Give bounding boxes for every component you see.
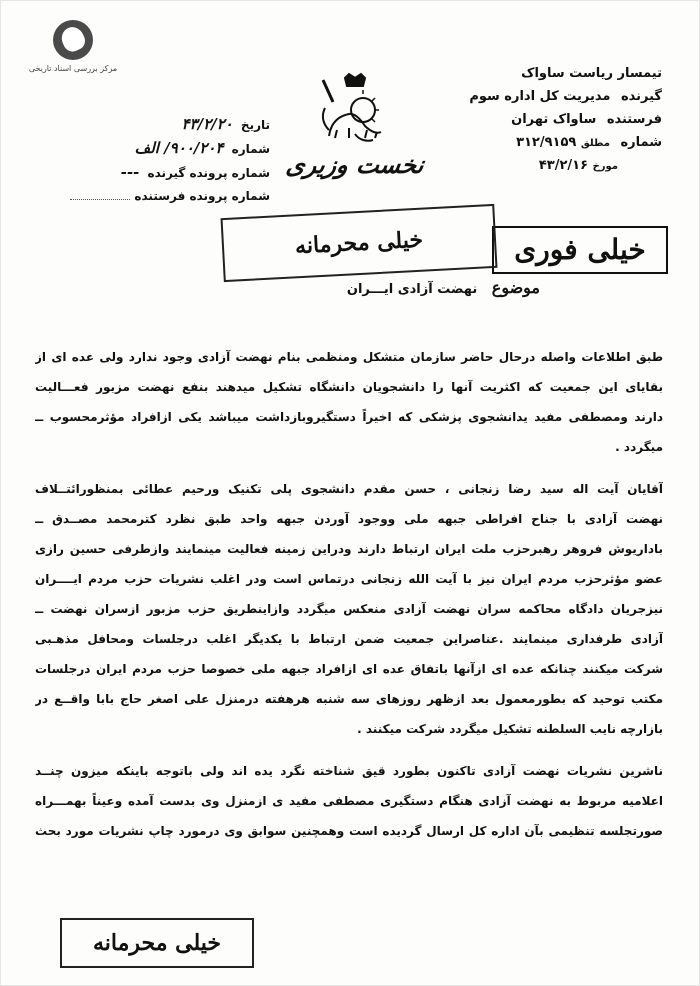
number-label: شماره: [620, 135, 662, 150]
date-sub-label: مورخ: [592, 161, 618, 172]
body-line: مکتب توحید که بطورمعمول بعد ازظهر روزهای سه شنبه هرهفته درمنزل علی اصغر حاج بابا واقــع در: [35, 692, 663, 706]
classified-stamp: خیلی محرمانه: [221, 204, 498, 282]
date-line: [442, 154, 662, 177]
subject-line: [200, 278, 540, 297]
body-line: بقایای این جمعیت که اکثریت آنها را دانشجویان دانشگاه تشکیل میدهند بنفع نهضت مزبور فعـــالیت: [35, 380, 663, 394]
sender-file-line: [120, 184, 270, 208]
watermark-text: مرکز بررسی اسناد تاریخی: [28, 64, 118, 73]
body-line: نیزجریان دادگاه محاکمه سران نهضت آزادی منعکس میگردد وازاینطریق حزب مزبور ازسران نهضت ــ: [35, 602, 663, 616]
header-left: [120, 112, 270, 208]
left-date-value: ۴۳/۲/۲۰: [181, 115, 233, 133]
recipient-line: [442, 85, 662, 108]
body-line: بازارچه نایب السلطنه تشکیل میگردد شرکت میکنند .: [357, 722, 663, 736]
body-line: دارند ومصطفی مفید یدانشجوی پزشکی که اخیراً دستگیروبازداشت میباشد یکی ازافراد مؤثرمحسوب ــ: [35, 410, 663, 424]
archive-watermark: [18, 20, 128, 73]
sender-value: ساواک تهران: [511, 112, 597, 127]
body-line: اعلامیه مربوط به نهضت آزادی هنگام دستگیری مصطفی مفید ی ازمنزل وی بدست آمده وعیناً بهمـــراه: [35, 794, 663, 808]
body-line: نهضت آزادی با جناح افراطی جبهه ملی ووجود آوردن جبهه واحد طبق نظرد کترمحمد مصــدق ــ: [35, 512, 663, 526]
recipient-label: گیرنده: [620, 89, 662, 104]
recipient-file-line: [120, 160, 270, 184]
number-value: ۳۱۲/۹۱۵۹: [516, 135, 577, 150]
body-line: طبق اطلاعات واصله درحال حاضر سازمان متشکل ومنظمی بنام نهضت آزادی وجود ندارد ولی عده ای از: [35, 350, 663, 364]
recipient-file-label: شماره پرونده گیرنده: [147, 166, 270, 180]
classified-stamp-bottom: خیلی محرمانه: [60, 918, 254, 968]
sender-label: فرستنده: [606, 112, 662, 127]
number-sub-label: مطلق: [580, 138, 610, 149]
sender-line: [442, 108, 662, 131]
body-line: میگردد .: [615, 440, 663, 454]
date-value-right: ۴۳/۲/۱۶: [538, 158, 589, 173]
subject-label: موضوع: [491, 278, 540, 297]
number-line: [442, 131, 662, 154]
body-line: آقایان آیت اله سید رضا زنجانی ، حسن مقدم دانشجوی پلی تکنیک ورحیم عطائی بمنظورائتــلاف: [35, 482, 663, 496]
body-line: آزادی طرفداری مینمایند .عناصراین جمعیت ضمن ارتباط با یکدیگر اغلب درجلسات ومحافل مذهـبی: [35, 632, 663, 646]
header-right: [442, 62, 662, 177]
body-line: شرکت میکنند چنانکه عده ای ازآنها باتفاق عده ای ازافراد جبهه ملی خصوصا حزب مردم ایران درجلسات: [35, 662, 663, 676]
sender-file-blank: [70, 199, 130, 200]
letter-body: [35, 342, 663, 846]
body-line: صورتجلسه تنظیمی بآن اداره کل ارسال گردیده است وهمچنین سوابق وی درمورد چاپ نشریات مورد بحث: [35, 824, 663, 838]
body-line: ناشرین نشریات نهضت آزادی تاکنون بطورد قیق شناخته نگرد یده اند ولی باتوجه باینکه میزون چنــد: [35, 764, 663, 778]
recipient-file-value: ---: [120, 163, 140, 181]
subject-value: نهضت آزادی ایـــران: [346, 282, 478, 297]
archive-logo-icon: [53, 20, 93, 60]
left-number-label: شماره: [231, 142, 270, 156]
agency-line: تیمسار ریاست ساواک: [521, 66, 662, 81]
body-line: عضو مؤثرحزب مردم ایران نیز با آیت الله زنجانی درتماس است ودر اغلب نشریات حزب مردم ایــــران: [35, 572, 663, 586]
lion-and-sun-emblem-icon: [315, 72, 395, 150]
left-number-value: ۹۰۰/۲۰۴/ الف: [134, 139, 224, 157]
urgent-stamp: خیلی فوری: [492, 226, 668, 274]
body-line: باداریوش فروهر رهبرحزب ملت ایران ارتباط دارند ودراین زمینه فعالیت مینمایند وازطرفی حسین رازی: [35, 542, 663, 556]
left-number-line: [120, 136, 270, 160]
left-date-line: [120, 112, 270, 136]
left-date-label: تاریخ: [240, 118, 270, 132]
office-title: نخست وزیری: [284, 150, 426, 179]
sender-file-label: شماره پرونده فرستنده: [134, 189, 270, 203]
recipient-value: مدیریت کل اداره سوم: [469, 89, 611, 104]
